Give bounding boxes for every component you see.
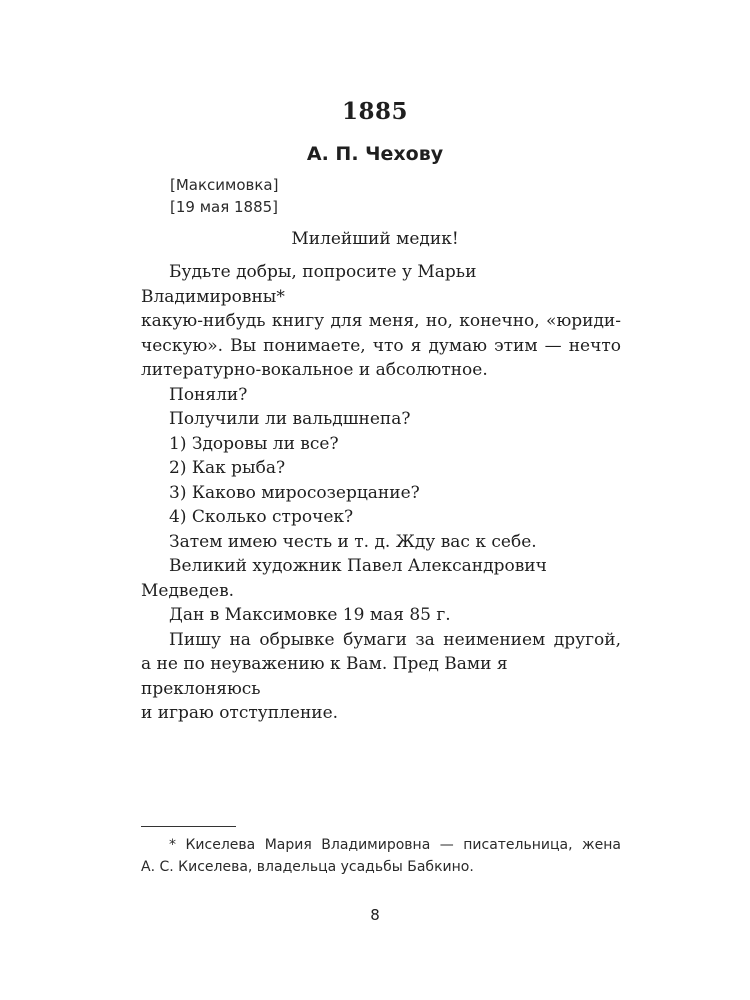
body-line: а не по неуважению к Вам. Пред Вами я преклоняюсь bbox=[141, 654, 508, 699]
body-line: Затем имею честь и т. д. Жду вас к себе. bbox=[169, 531, 537, 552]
body-line: Будьте добры, попросите у Марьи Владимировны* bbox=[141, 262, 477, 307]
letter-body bbox=[141, 260, 621, 726]
footnote-line: * Киселева Мария Владимировна — писательница, жена bbox=[169, 837, 621, 853]
body-line: ческую». Вы понимаете, что я думаю этим — нечто bbox=[141, 335, 621, 356]
letter-signature: Великий художник Павел Александрович Медведев. bbox=[141, 556, 547, 601]
letter-place-date bbox=[170, 174, 278, 218]
section-year-heading: 1885 bbox=[341, 98, 408, 125]
page-number: 8 bbox=[370, 906, 380, 924]
body-line: литературно-вокальное и абсолютное. bbox=[141, 360, 488, 380]
letter-place: [Максимовка] bbox=[170, 176, 279, 194]
footnote-line: А. С. Киселева, владельца усадьбы Бабкино. bbox=[141, 859, 474, 875]
body-line: Получили ли вальдшнепа? bbox=[169, 409, 411, 429]
question-3: 3) Каково миросозерцание? bbox=[169, 482, 420, 503]
question-1: 1) Здоровы ли все? bbox=[169, 433, 339, 454]
body-line: Поняли? bbox=[169, 384, 248, 405]
letter-salutation: Милейший медик! bbox=[291, 229, 459, 249]
body-line: Пишу на обрывке бумаги за неимением другой, bbox=[169, 629, 621, 650]
body-line: и играю отступление. bbox=[141, 703, 339, 723]
question-4: 4) Сколько строчек? bbox=[169, 507, 354, 527]
postscript-paragraph bbox=[141, 628, 621, 726]
letter-recipient-heading: А. П. Чехову bbox=[306, 143, 444, 165]
body-line: какую-нибудь книгу для меня, но, конечно, «юриди- bbox=[141, 311, 621, 331]
paragraph-1 bbox=[141, 260, 621, 383]
footnote-divider bbox=[141, 826, 236, 827]
footnote bbox=[141, 834, 621, 878]
letter-given-at: Дан в Максимовке 19 мая 85 г. bbox=[169, 605, 451, 625]
question-2: 2) Как рыба? bbox=[169, 458, 286, 478]
letter-date: [19 мая 1885] bbox=[170, 198, 279, 216]
